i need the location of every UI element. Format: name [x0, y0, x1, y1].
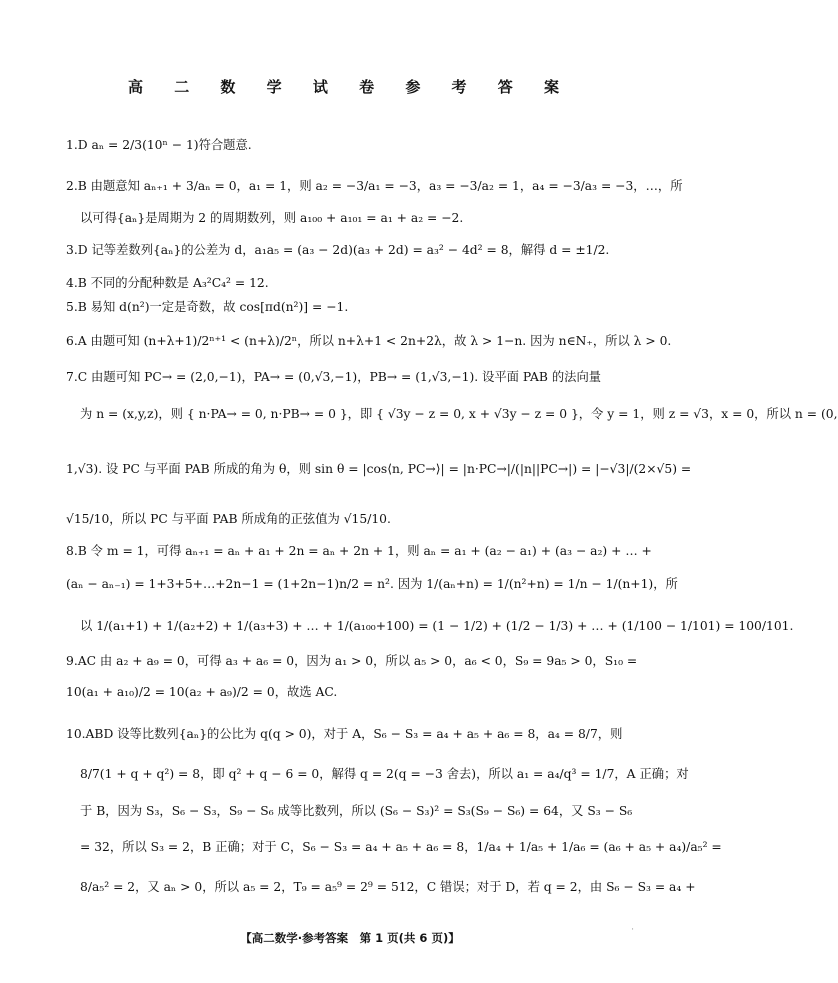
answer-10-line-3: 于 B，因为 S₃，S₆ − S₃，S₉ − S₆ 成等比数列，所以 (S₆ − S₃)² = S₃(S₉ − S₆) = 64，又 S₃ − S₆	[80, 804, 633, 818]
answer-1-line: 1.D aₙ = 2/3(10ⁿ − 1)符合题意.	[66, 138, 252, 152]
answer-7-line-1: 7.C 由题可知 PC→ = (2,0,−1)，PA→ = (0,√3,−1)，PB→ = (1,√3,−1). 设平面 PAB 的法向量	[66, 370, 602, 384]
answer-8-line-3: 以 1/(a₁+1) + 1/(a₂+2) + 1/(a₃+3) + … + 1/(a₁₀₀+100) = (1 − 1/2) + (1/2 − 1/3) + … + (1/100 − 1/101) = 100/101.	[80, 619, 794, 633]
corner-mark: ·	[631, 925, 634, 935]
page-footer: 【高二数学·参考答案 第 1 页(共 6 页)】	[240, 931, 460, 945]
answer-8-line-1: 8.B 令 m = 1，可得 aₙ₊₁ = aₙ + a₁ + 2n = aₙ + 2n + 1，则 aₙ = a₁ + (a₂ − a₁) + (a₃ − a₂) + … +	[66, 544, 652, 558]
answer-9-line-2: 10(a₁ + a₁₀)/2 = 10(a₂ + a₉)/2 = 0，故选 AC.	[66, 685, 338, 699]
answer-6-line: 6.A 由题可知 (n+λ+1)/2ⁿ⁺¹ < (n+λ)/2ⁿ，所以 n+λ+1 < 2n+2λ，故 λ > 1−n. 因为 n∈N₊，所以 λ > 0.	[66, 334, 672, 348]
page-title: 高 二 数 学 试 卷 参 考 答 案	[127, 78, 572, 96]
answer-5-line: 5.B 易知 d(n²)一定是奇数，故 cos[πd(n²)] = −1.	[66, 300, 349, 314]
answer-7-line-4: √15/10，所以 PC 与平面 PAB 所成角的正弦值为 √15/10.	[66, 512, 391, 526]
answer-2-line-2: 以可得{aₙ}是周期为 2 的周期数列，则 a₁₀₀ + a₁₀₁ = a₁ + a₂ = −2.	[80, 211, 464, 225]
answer-8-line-2: (aₙ − aₙ₋₁) = 1+3+5+…+2n−1 = (1+2n−1)n/2 = n². 因为 1/(aₙ+n) = 1/(n²+n) = 1/n − 1/(n+1)，所	[66, 577, 678, 591]
answer-3-line: 3.D 记等差数列{aₙ}的公差为 d，a₁a₅ = (a₃ − 2d)(a₃ + 2d) = a₃² − 4d² = 8，解得 d = ±1/2.	[66, 243, 610, 257]
answer-9-line-1: 9.AC 由 a₂ + a₉ = 0，可得 a₃ + a₆ = 0，因为 a₁ > 0，所以 a₅ > 0，a₆ < 0，S₉ = 9a₅ > 0，S₁₀ =	[66, 654, 638, 668]
answer-7-line-2: 为 n = (x,y,z)，则 { n·PA→ = 0, n·PB→ = 0 }，即 { √3y − z = 0, x + √3y − z = 0 }，令 y = 1，则 z = √3，x = 0，所以 n = (0,	[80, 407, 838, 421]
answer-10-line-4: = 32，所以 S₃ = 2，B 正确；对于 C，S₆ − S₃ = a₄ + a₅ + a₆ = 8，1/a₄ + 1/a₅ + 1/a₆ = (a₆ + a₅ + a₄)/a₅² =	[80, 840, 722, 854]
answer-10-line-2: 8/7(1 + q + q²) = 8，即 q² + q − 6 = 0，解得 q = 2(q = −3 舍去)，所以 a₁ = a₄/q³ = 1/7，A 正确；对	[80, 767, 689, 781]
answer-7-line-3: 1,√3). 设 PC 与平面 PAB 所成的角为 θ，则 sin θ = |cos⟨n, PC→⟩| = |n·PC→|/(|n||PC→|) = |−√3|/(2×√5) =	[66, 462, 692, 476]
answer-10-line-1: 10.ABD 设等比数列{aₙ}的公比为 q(q > 0)，对于 A，S₆ − S₃ = a₄ + a₅ + a₆ = 8，a₄ = 8/7，则	[66, 727, 623, 741]
answer-10-line-5: 8/a₅² = 2，又 aₙ > 0，所以 a₅ = 2，T₉ = a₅⁹ = 2⁹ = 512，C 错误；对于 D，若 q = 2，由 S₆ − S₃ = a₄ +	[80, 880, 696, 894]
answer-2-line-1: 2.B 由题意知 aₙ₊₁ + 3/aₙ = 0，a₁ = 1，则 a₂ = −3/a₁ = −3，a₃ = −3/a₂ = 1，a₄ = −3/a₃ = −3，…，所	[66, 179, 683, 193]
answer-4-line: 4.B 不同的分配种数是 A₃²C₄² = 12.	[66, 276, 269, 290]
